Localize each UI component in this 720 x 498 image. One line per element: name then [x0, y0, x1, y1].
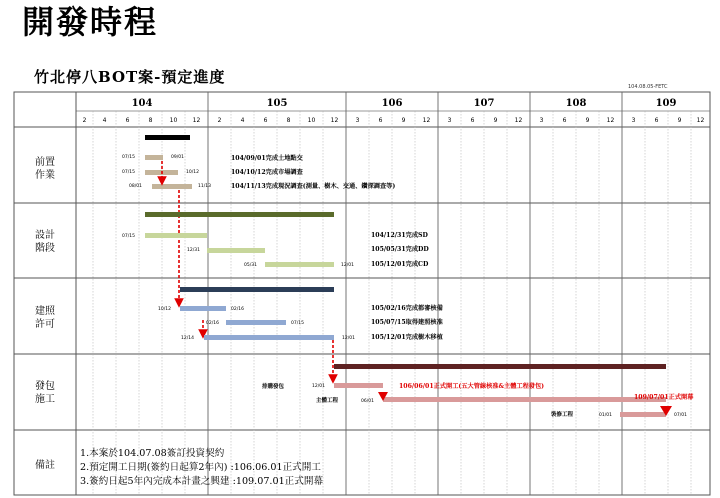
bar-date-label: 12/14 — [181, 336, 194, 341]
note-item: 3.簽約日起5年內完成本計畫之興建 :109.07.01正式開幕 — [80, 476, 324, 487]
page-title: 開發時程 — [22, 3, 159, 41]
bar-date-label: 07/15 — [122, 234, 135, 239]
permit-summary-bar — [180, 287, 334, 292]
gantt-frame — [14, 92, 710, 495]
task-name: 排購發包 — [262, 384, 285, 390]
note-item: 2.預定開工日期(簽約日起算2年內) :106.06.01正式開工 — [80, 462, 321, 473]
bar-date-label: 07/01 — [674, 413, 687, 418]
bar-date-label: 02/16 — [206, 321, 219, 326]
construction-bar-fitout — [620, 412, 666, 417]
bar-date-label: 01/01 — [599, 413, 612, 418]
gantt-title: 竹北停八BOT案-預定進度 — [34, 68, 226, 86]
year-label: 107 — [473, 98, 495, 109]
bar-date-label: 12/01 — [342, 336, 355, 341]
construction-bar-main-works — [383, 397, 666, 402]
month-label: 9 — [585, 117, 590, 124]
milestone-text: 105/12/01完成CD — [371, 261, 429, 268]
month-label: 6 — [562, 117, 567, 124]
milestone-text: 105/07/15取得建照核准 — [371, 319, 443, 326]
month-label: 3 — [631, 117, 636, 124]
section-label-notes: 備註 — [35, 460, 55, 471]
bar-date-label: 11/13 — [198, 184, 211, 189]
permit-bar-tree-transplant — [204, 335, 334, 340]
note-item: 1.本案於104.07.08簽訂投資契約 — [80, 448, 225, 459]
design-bar-dd — [207, 248, 265, 253]
month-label: 6 — [125, 117, 130, 124]
bar-date-label: 09/01 — [171, 155, 184, 160]
month-label: 9 — [493, 117, 498, 124]
bar-date-label: 12/31 — [187, 248, 200, 253]
task-name: 主體工程 — [316, 398, 339, 404]
prep-bar-land — [145, 155, 163, 160]
bar-date-label: 07/15 — [291, 321, 304, 326]
year-label: 108 — [565, 98, 587, 109]
month-label: 6 — [263, 117, 268, 124]
month-label: 12 — [606, 117, 615, 124]
month-label: 4 — [240, 117, 245, 124]
month-label: 9 — [401, 117, 406, 124]
month-label: 6 — [654, 117, 659, 124]
month-label: 3 — [355, 117, 360, 124]
month-label: 6 — [378, 117, 383, 124]
design-bar-sd — [145, 233, 207, 238]
milestone-text: 104/12/31完成SD — [371, 232, 428, 239]
month-label: 3 — [447, 117, 452, 124]
milestone-text: 104/09/01完成土地點交 — [231, 155, 303, 162]
bar-date-label: 05/31 — [244, 263, 257, 268]
notes-list — [80, 447, 323, 489]
month-label: 12 — [192, 117, 201, 124]
bar-date-label: 12/01 — [341, 263, 354, 268]
milestone-text: 105/02/16完成都審核備 — [371, 305, 443, 312]
month-label: 3 — [539, 117, 544, 124]
section-label-construction: 發包施工 — [35, 381, 55, 405]
month-label: 12 — [514, 117, 523, 124]
year-label: 106 — [381, 98, 403, 109]
section-label-prep: 前置作業 — [35, 157, 55, 181]
design-summary-bar — [145, 212, 334, 217]
month-label: 6 — [470, 117, 475, 124]
month-label: 12 — [422, 117, 431, 124]
milestone-text: 104/10/12完成市場調查 — [231, 169, 303, 176]
design-bar-cd — [265, 262, 334, 267]
bar-date-label: 10/12 — [186, 170, 199, 175]
section-label-design: 設計階段 — [35, 230, 55, 254]
permit-bar-building-permit — [226, 320, 286, 325]
prep-bar-survey — [152, 184, 192, 189]
year-label: 109 — [655, 98, 677, 109]
month-label: 10 — [169, 117, 178, 124]
milestone-text-highlight: 109/07/01正式開幕 — [634, 394, 694, 401]
month-label: 8 — [148, 117, 153, 124]
prep-summary-bar — [145, 135, 190, 140]
construction-summary-bar — [334, 364, 666, 369]
month-label: 2 — [217, 117, 222, 124]
milestone-text: 105/12/01完成樹木移植 — [371, 334, 443, 341]
task-name: 裝修工程 — [551, 412, 574, 418]
year-label: 104 — [131, 98, 153, 109]
bar-date-label: 07/15 — [122, 155, 135, 160]
bar-date-label: 02/16 — [231, 307, 244, 312]
month-label: 12 — [330, 117, 339, 124]
bar-date-label: 08/01 — [129, 184, 142, 189]
year-label: 105 — [266, 98, 288, 109]
bar-date-label: 07/15 — [122, 170, 135, 175]
milestone-text: 105/05/31完成DD — [371, 246, 429, 253]
bar-date-label: 06/01 — [361, 399, 374, 404]
section-label-permit: 建照許可 — [35, 306, 55, 330]
month-label: 2 — [82, 117, 87, 124]
bar-date-label: 12/01 — [312, 384, 325, 389]
month-label: 8 — [286, 117, 291, 124]
bar-date-label: 10/12 — [158, 307, 171, 312]
construction-bar-procurement — [334, 383, 383, 388]
milestone-text: 104/11/13完成現況調查(測量、樹木、交通、鑽探調查等) — [231, 183, 396, 190]
month-label: 9 — [677, 117, 682, 124]
month-label: 12 — [696, 117, 705, 124]
document-code: 104.08.05-FETC — [628, 84, 668, 90]
permit-bar-urban-review — [180, 306, 226, 311]
milestone-text-highlight: 106/06/01正式開工(五大管線核准&主體工程發包) — [399, 383, 545, 390]
month-label: 10 — [307, 117, 316, 124]
month-label: 4 — [102, 117, 107, 124]
